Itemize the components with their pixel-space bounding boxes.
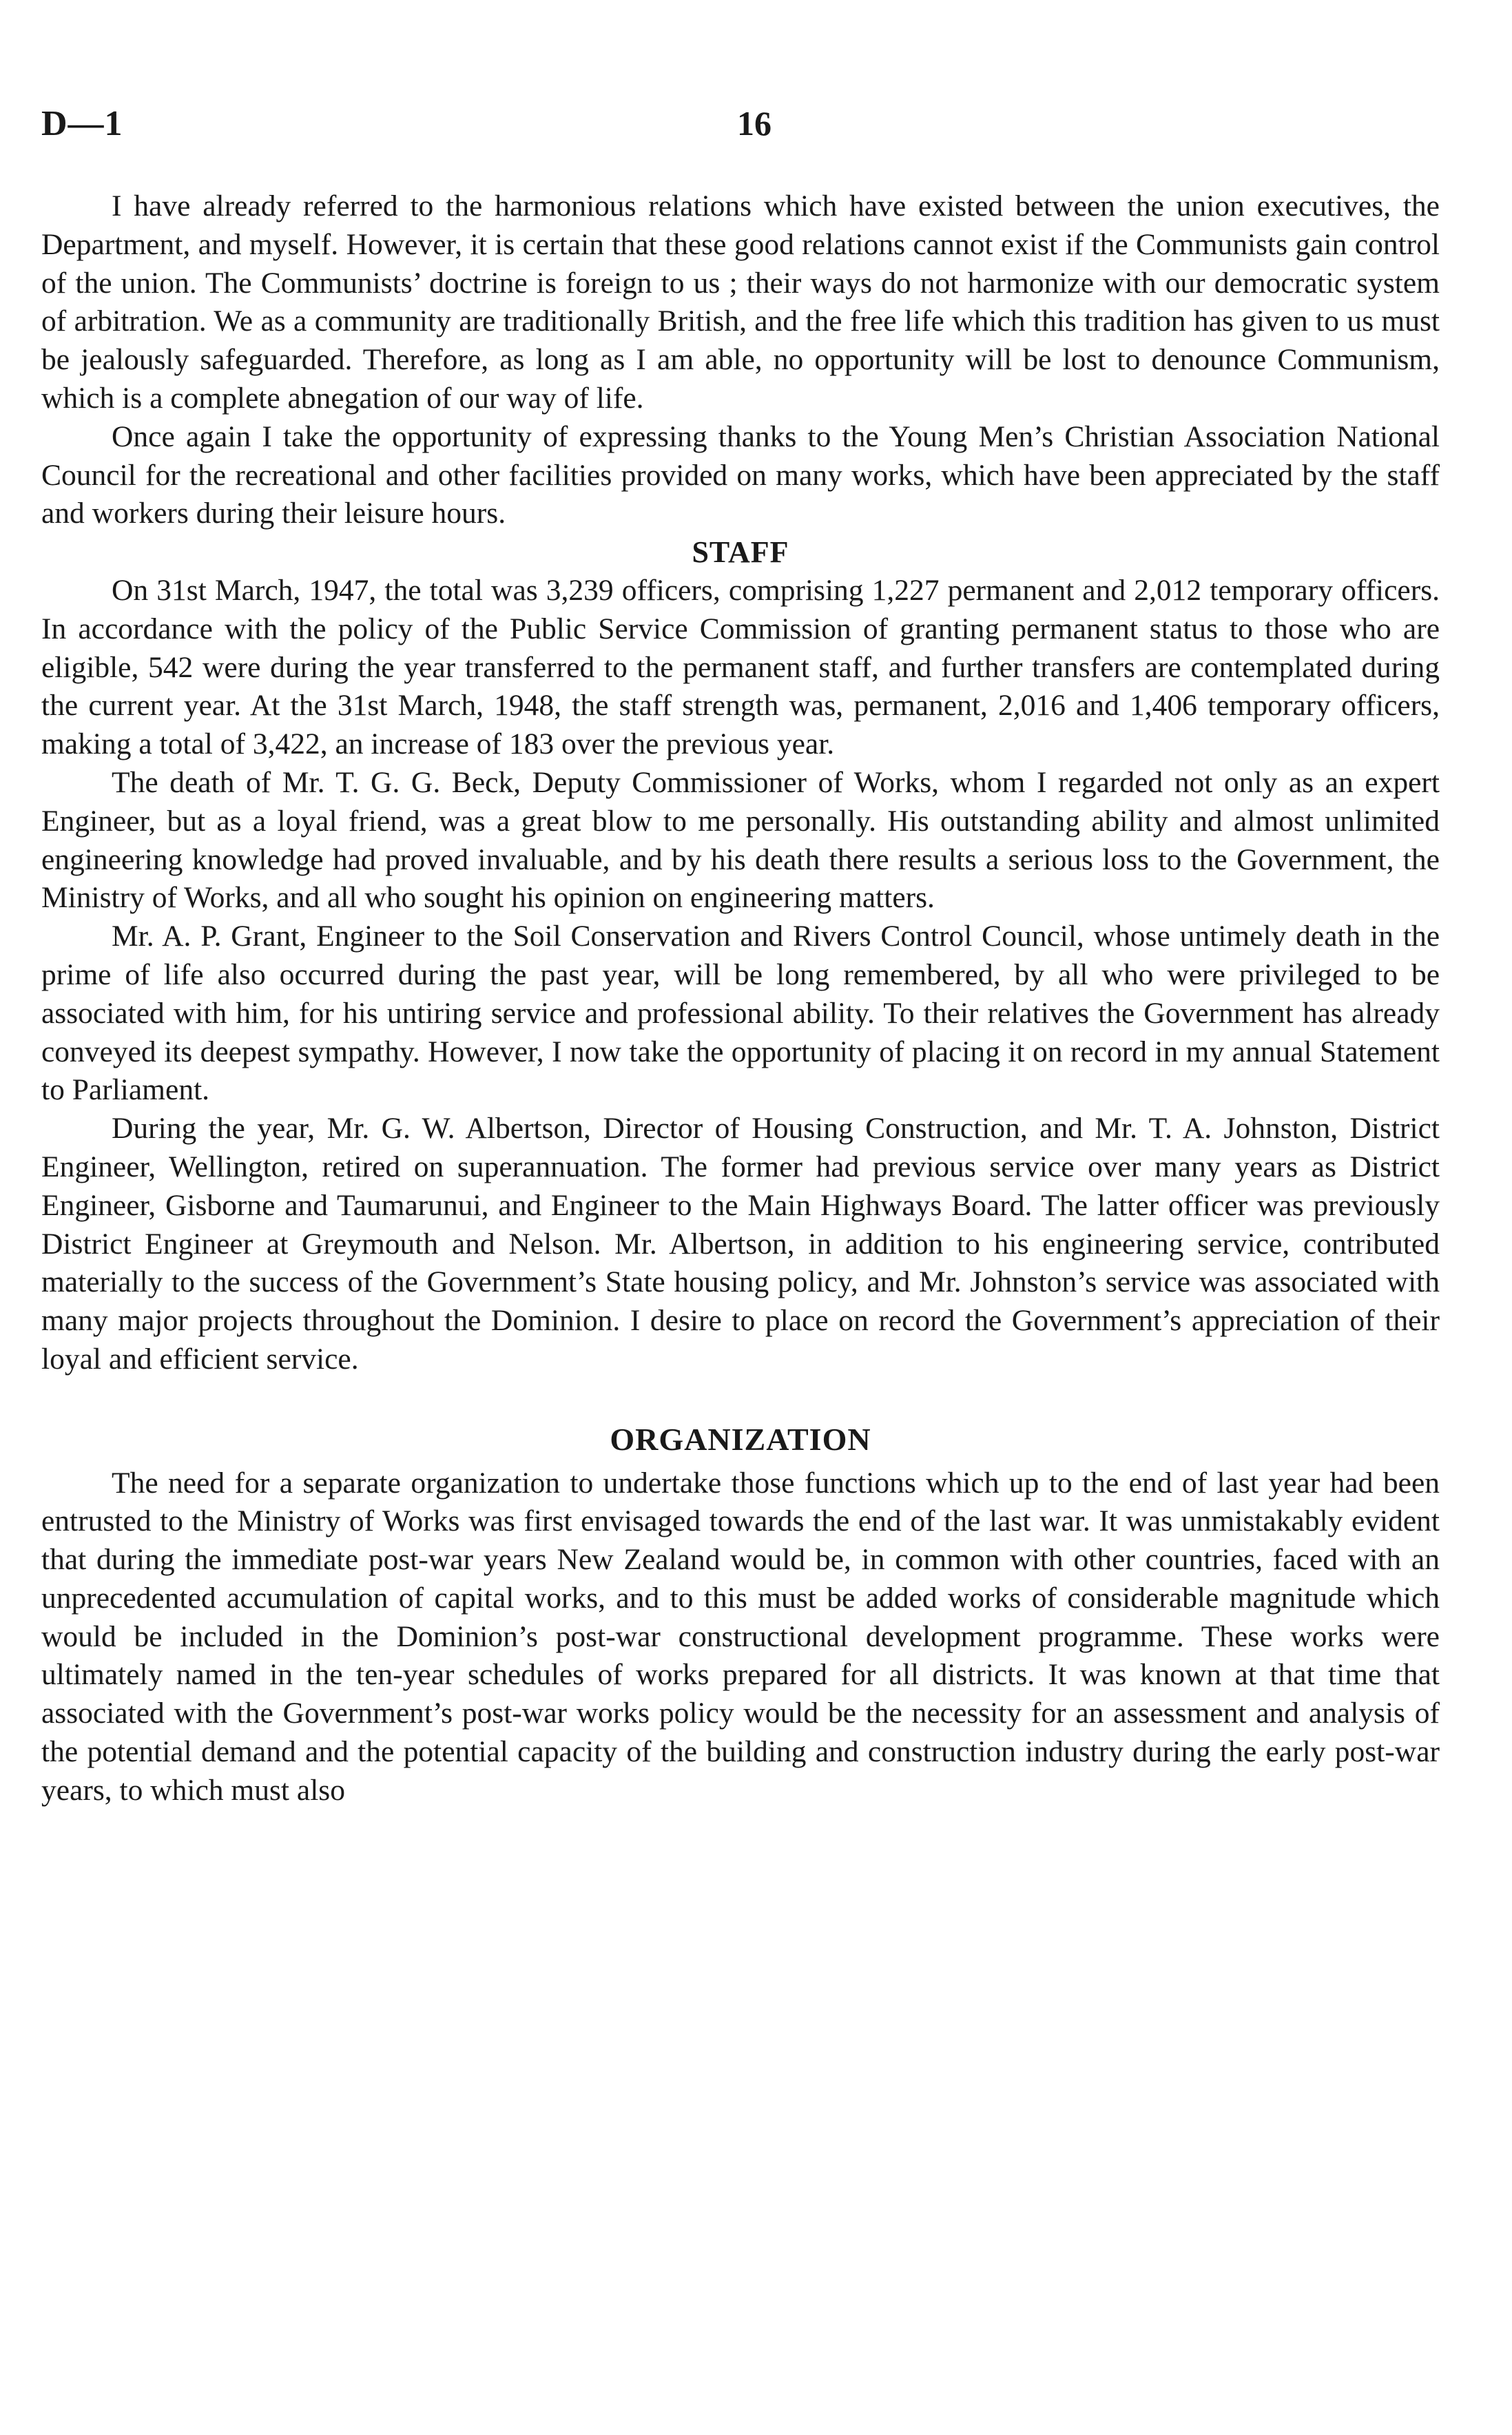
document-body: [41, 187, 1440, 1810]
paragraph-retirements: During the year, Mr. G. W. Albertson, Director of Housing Construction, and Mr. T. A. Johnston, District Engineer, Wellington, retired on superannuation. The former had previous service over many years as District Engineer, Gisborne and Taumarunui, and Engineer to the Main Highways Board. The latter officer was previously District Engineer at Greymouth and Nelson. Mr. Albertson, in addition to his engineering service, contributed materially to the success of the Government’s State housing policy, and Mr. Johnston’s service was associated with many major projects throughout the Dominion. I desire to place on record the Government’s appreciation of their loyal and efficient service.: [41, 1112, 1440, 1376]
section-heading-staff: STAFF: [692, 535, 789, 570]
paragraph-organization: The need for a separate organization to undertake those functions which up to the end of last year had been entrusted to the Ministry of Works was first envisaged towards the end of the last war. It was unmistakably evident that during the immediate post-war years New Zealand would be, in common with other countries, faced with an unprecedented accumulation of capital works, and to this must be added works of considerable magnitude which would be included in the Dominion’s post-war constructional development programme. These works were ultimately named in the ten-year schedules of works prepared for all districts. It was known at that time that associated with the Government’s post-war works policy would be the necessity for an assessment and analysis of the potential demand and the potential capacity of the building and construction industry during the early post-war years, to which must also: [41, 1466, 1440, 1807]
paragraph-communism: I have already referred to the harmonious relations which have existed between the union executives, the Department, and myself. However, it is certain that these good relations cannot exist if the Communists gain control of the union. The Communists’ doctrine is foreign to us ; their ways do not harmonize with our democratic system of arbitration. We as a community are traditionally British, and the free life which this tradition has given to us must be jealously safeguarded. Therefore, as long as I am able, no opportunity will be lost to denounce Communism, which is a complete abnegation of our way of life.: [41, 189, 1440, 415]
section-heading-organization: ORGANIZATION: [610, 1421, 871, 1457]
paragraph-ymca-thanks: Once again I take the opportunity of expressing thanks to the Young Men’s Christian Association National Council for the recreational and other facilities provided on many works, which have been appreciated by the staff and workers during their leisure hours.: [41, 419, 1440, 530]
page-number: 16: [737, 104, 771, 143]
page-header: [41, 103, 1471, 152]
paragraph-staff-numbers: On 31st March, 1947, the total was 3,239 officers, comprising 1,227 permanent and 2,012 temporary officers. In accordance with the policy of the Public Service Commission of granting permanent status to those who are eligible, 542 were during the year transferred to the permanent staff, and further transfers are contemplated during the current year. At the 31st March, 1948, the staff strength was, permanent, 2,016 and 1,406 temporary officers, making a total of 3,422, an increase of 183 over the previous year.: [41, 573, 1440, 761]
paragraph-beck-death: The death of Mr. T. G. G. Beck, Deputy Commissioner of Works, whom I regarded not only as an expert Engineer, but as a loyal friend, was a great blow to me personally. His outstanding ability and almost unlimited engineering knowledge had proved invaluable, and by his death there results a serious loss to the Government, the Ministry of Works, and all who sought his opinion on engineering matters.: [41, 765, 1440, 915]
document-reference: D—1: [41, 104, 123, 143]
paragraph-grant-death: Mr. A. P. Grant, Engineer to the Soil Conservation and Rivers Control Council, whose untimely death in the prime of life also occurred during the past year, will be long remembered, by all who were privileged to be associated with him, for his untiring service and professional ability. To their relatives the Government has already conveyed its deepest sympathy. However, I now take the opportunity of placing it on record in my annual Statement to Parliament.: [41, 920, 1440, 1107]
